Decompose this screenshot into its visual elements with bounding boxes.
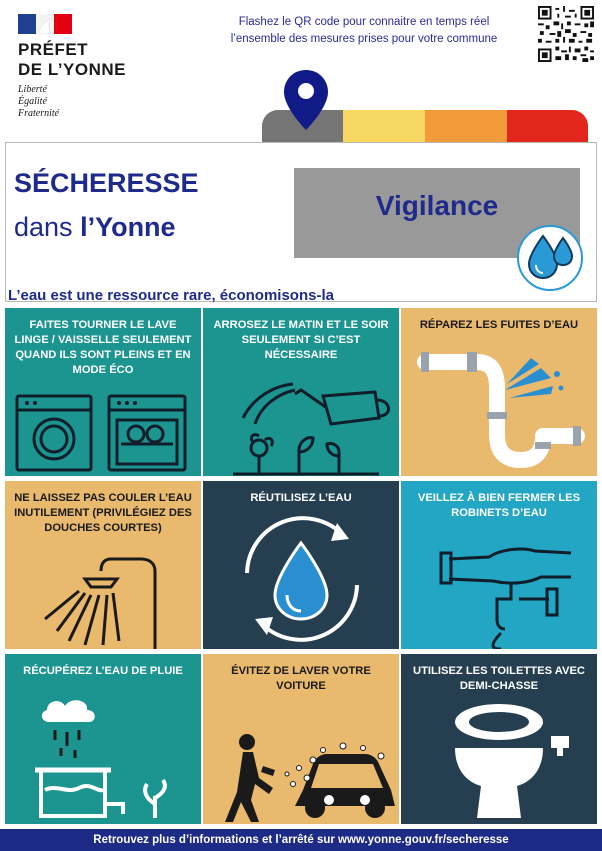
shower-icon [5, 557, 201, 649]
tile-watering [203, 308, 399, 476]
tile-toilet [401, 654, 597, 824]
tap-icon [401, 537, 597, 649]
tile-label: RÉPAREZ LES FUITES D’EAU [419, 319, 579, 331]
tile-washing [5, 308, 201, 476]
water-drops-icon [516, 224, 584, 292]
prefecture-name: PRÉFET DE L’YONNE [18, 40, 126, 79]
tile-label: VEILLEZ À BIEN FERMER LES ROBINETS D’EAU [417, 492, 581, 519]
tile-label: UTILISEZ LES TOILETTES AVEC DEMI-CHASSE [413, 665, 585, 692]
slogan: L’eau est une ressource rare, économisons-la [8, 287, 334, 304]
watering-can-icon [203, 366, 399, 476]
tile-tap [401, 481, 597, 649]
tile-label: RÉUTILISEZ L’EAU [250, 492, 352, 504]
page-subtitle: dans l’Yonne [14, 212, 176, 242]
tile-shower [5, 481, 201, 649]
qr-instructions: Flashez le QR code pour connaitre en temps réel l’ensemble des mesures prises pour votre commune [230, 16, 498, 45]
car-wash-icon [203, 694, 399, 824]
qr-code[interactable] [538, 6, 594, 62]
tile-reuse [203, 481, 399, 649]
tile-label: ÉVITEZ DE LAVER VOTRE VOITURE [231, 665, 371, 692]
recycle-drop-icon [203, 509, 399, 649]
tile-leaks [401, 308, 597, 476]
tile-label: RÉCUPÉREZ L’EAU DE PLUIE [23, 665, 183, 677]
marianne-logo [18, 14, 72, 34]
alert-level-label: Vigilance [375, 190, 499, 221]
tile-label: FAITES TOURNER LE LAVE LINGE / VAISSELLE SEULEMENT QUAND ILS SONT PLEINS ET EN MODE ÉCO [14, 319, 192, 376]
tile-rain [5, 654, 201, 824]
republic-motto: Liberté Égalité Fraternité [18, 84, 60, 119]
rain-barrel-icon [5, 694, 201, 824]
footer-info: Retrouvez plus d’informations et l’arrêté sur www.yonne.gouv.fr/secheresse [0, 829, 602, 851]
washing-machine-icon [5, 386, 201, 476]
toilet-icon [401, 698, 597, 824]
tile-label: ARROSEZ LE MATIN ET LE SOIR SEULEMENT SI C’EST NÉCESSAIRE [213, 319, 389, 361]
leaking-pipe-icon [401, 348, 597, 476]
page-title: SÉCHERESSE [14, 168, 199, 198]
location-pin-icon [282, 68, 330, 132]
tile-label: NE LAISSEZ PAS COULER L’EAU INUTILEMENT (PRIVILÉGIEZ DES DOUCHES COURTES) [14, 492, 192, 534]
tile-car [203, 654, 399, 824]
